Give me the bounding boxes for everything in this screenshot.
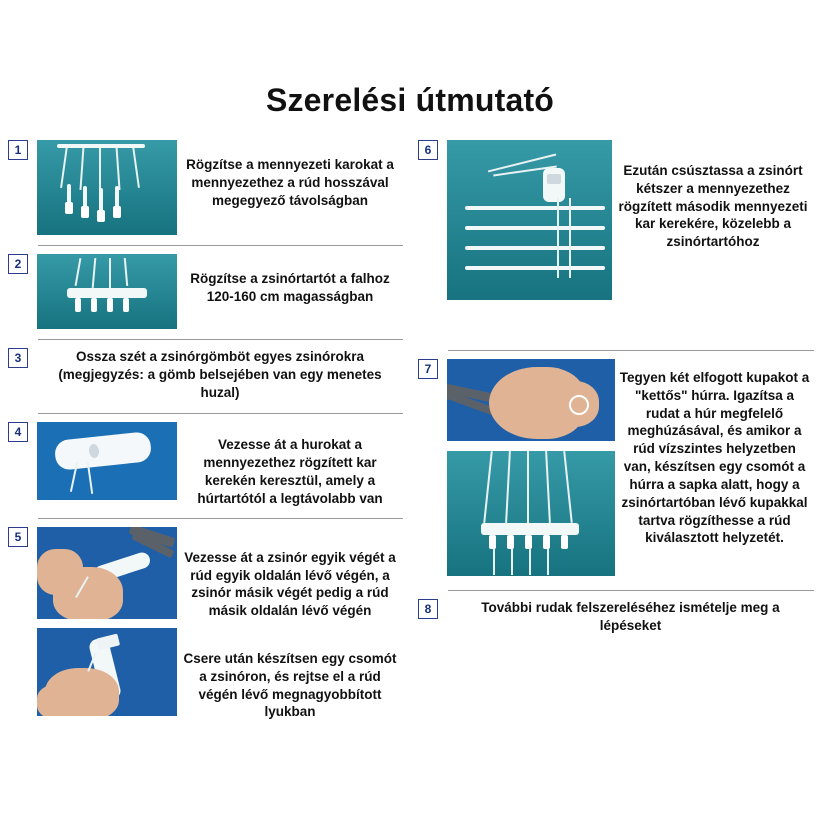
step-5b [8,628,403,721]
step-4-number: 4 [8,422,28,442]
step-5-number: 5 [8,527,28,547]
step-6-number: 6 [418,140,438,160]
step-6-image [447,140,612,300]
step-7-image-2 [447,451,615,576]
step-4 [8,422,403,507]
left-column [8,140,403,727]
step-3-number: 3 [8,348,28,368]
step-4-caption: Vezesse át a hurokat a mennyezethez rögzített kar kerekén keresztül, amely a húrtartótól a legtávolabb van [197,437,383,506]
step-5 [8,527,403,620]
step-8 [418,599,814,635]
step-2-image [37,254,177,329]
step-1-caption: Rögzítse a mennyezeti karokat a mennyezethez a rúd hosszával megegyező távolságban [186,157,394,208]
divider-6 [448,350,814,351]
step-5-image [37,527,177,619]
step-5b-image [37,628,177,716]
step-5-caption: Vezesse át a zsinór egyik végét a rúd egyik oldalán lévő végén, a zsinór másik végét pedig a rúd másik oldalán lévő végén [184,549,396,619]
step-5b-caption: Csere után készítsen egy csomót a zsinóron, és rejtse el a rúd végén lévő megnagyobbított lyukban [183,650,397,720]
step-3 [8,348,403,401]
step-1-image [37,140,177,235]
divider-4 [38,518,403,519]
step-8-number: 8 [418,599,438,619]
divider-7 [448,590,814,591]
divider-3 [38,413,403,414]
step-2 [8,254,403,329]
step-3-caption: Ossza szét a zsinórgömböt egyes zsinórokra (megjegyzés: a gömb belsejében van egy menetes huzal) [58,349,382,400]
step-6 [418,140,814,300]
step-2-number: 2 [8,254,28,274]
step-2-caption: Rögzítse a zsinórtartót a falhoz 120-160 cm magasságban [190,271,390,304]
step-7-caption: Tegyen két elfogott kupakot a "kettős" húrra. Igazítsa a rudat a húr megfelelő meghúzásával, és amikor a rúd vízszintes helyzetben van, készítsen egy csomót a húrra a sapka alatt, hogy a zsinórtartóban lévő kupakkal tartva rögzíthesse a rúd kiválasztott helyzetét. [619,370,810,546]
step-7 [418,359,814,576]
step-7-number: 7 [418,359,438,379]
right-column [418,140,814,641]
step-8-caption: További rudak felszereléséhez ismételje meg a lépéseket [481,600,780,633]
step-1-number: 1 [8,140,28,160]
divider-2 [38,339,403,340]
step-7-image [447,359,615,441]
step-4-image [37,422,177,500]
page-title: Szerelési útmutató [265,82,555,118]
step-1 [8,140,403,235]
step-6-caption: Ezután csúsztassa a zsinórt kétszer a mennyezethez rögzített második mennyezeti kar kerekére, közelebb a zsinórtartóhoz [618,163,808,250]
divider-1 [38,245,403,246]
